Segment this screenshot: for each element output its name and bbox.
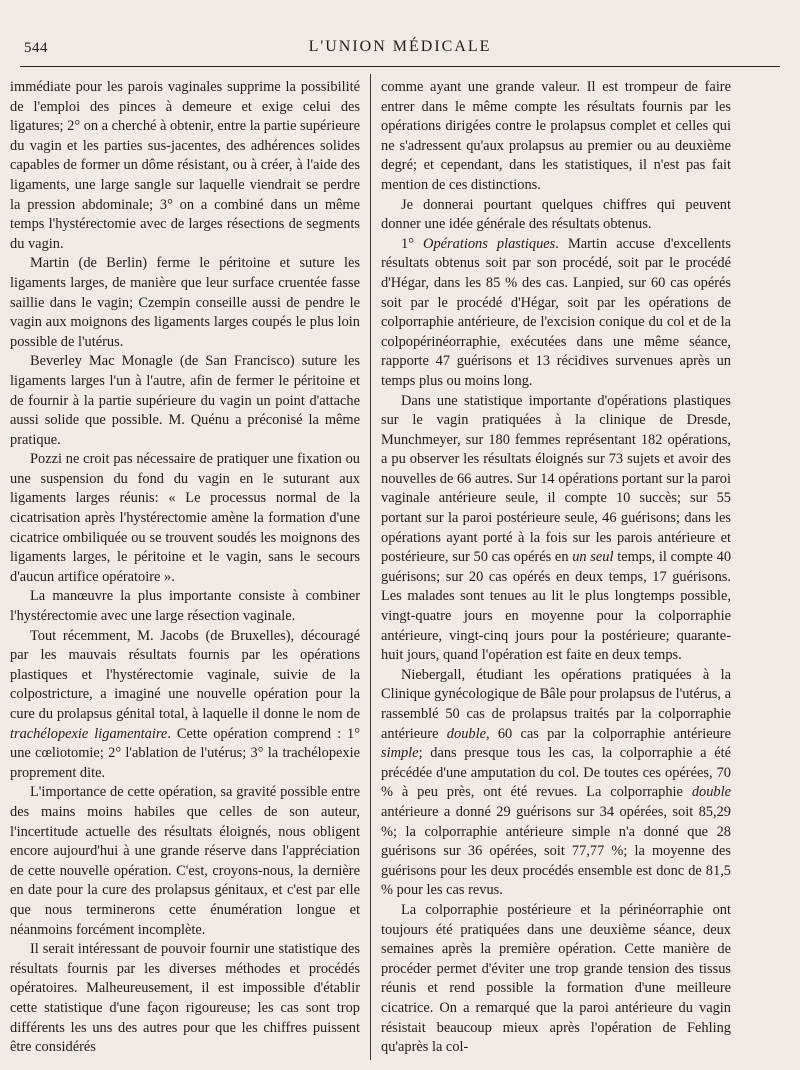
paragraph <box>381 392 731 666</box>
paragraph-text: . Martin accuse d'excellents résultats obtenus soit par son procédé, soit par le procédé d'Hégar, dans les 85 % des cas. Lanpied, sur 60 cas opérés soit par le procédé d'Hégar, soit par les opérations de colporraphie antérieure, de l'excision conique du col et de la colpopérinéorraphie, exécutées dans une même séance, rapporte 47 guérisons et 13 récidives survenues après un temps plus ou moins long. <box>381 235 731 389</box>
paragraph <box>10 450 360 587</box>
paragraph-text: temps, il compte 40 guérisons; sur 20 cas opérés en deux temps, 17 guérisons. Les malades sont tenues au lit le plus longtemps possible, vingt-quatre jours en moyenne pour la colporraphie antérieure, vingt-cinq jours pour la postérieure; quarante-huit jours, quand l'opération est faite en deux temps. <box>381 549 731 664</box>
paragraph-text: Niebergall, étudiant les opérations pratiquées à la Clinique gynécologique de Bâle pour prolapsus de l'utérus, a rassemblé 50 cas de prolapsus traités par la colporraphie antérieure <box>381 666 731 742</box>
paragraph-text: comme ayant une grande valeur. Il est trompeur de faire entrer dans le même compte les résultats fournis par les opérations dirigées contre le prolapsus complet et celles qui ne s'adressent qu'aux prolapsus au premier ou au deuxième degré; et cependant, dans les statistiques, il n'est pas fait mention de ces distinctions. <box>381 79 731 193</box>
emphasis-text: double <box>446 725 486 742</box>
right-column <box>381 78 731 1058</box>
paragraph-text: antérieure a donné 29 guérisons sur 34 opérées, soit 85,29 %; la colporraphie antérieure simple n'a donné que 28 guérisons sur 36 opérées, soit 77,77 %; la moyenne des guérisons pour les deux procédés ensemble est donc de 81,5 % pour les cas revus. <box>381 803 731 899</box>
emphasis-text: double <box>691 784 731 801</box>
emphasis-text: Opérations plastiques <box>423 235 556 252</box>
paragraph <box>10 627 360 784</box>
paragraph-text: Pozzi ne croit pas nécessaire de pratiquer une fixation ou une suspension du fond du vagin en le suturant aux ligaments larges réunis: « Le processus normal de la cicatrisation après l'hystérectomie amène la formation d'une cicatrice ombiliquée ou se trouvent soudés les moignons des ligaments larges, le péritoine et le vagin, sans le secours d'aucun artifice opératoire ». <box>10 451 360 585</box>
page-number: 544 <box>24 40 48 56</box>
paragraph <box>381 666 731 901</box>
left-column <box>10 78 360 1058</box>
emphasis-text: simple <box>381 745 419 762</box>
paragraph <box>10 254 360 352</box>
paragraph-text: Martin (de Berlin) ferme le péritoine et suture les ligaments larges, de manière que leur surface cruentée fasse saillie dans le vagin; Czempin conseille aussi de pendre le vagin aux moignons des ligaments larges coupés le plus loin possible de l'utérus. <box>10 255 360 350</box>
paragraph <box>381 901 731 1058</box>
paragraph <box>10 587 360 626</box>
paragraph-text: . Cette opération comprend : 1° une cœliotomie; 2° l'ablation de l'utérus; 3° la trachélopexie proprement dite. <box>10 725 360 781</box>
paragraph <box>10 940 360 1058</box>
paragraph <box>10 352 360 450</box>
paragraph-text: 1° <box>401 235 424 252</box>
header-rule <box>20 66 780 67</box>
paragraph-text: Je donnerai pourtant quelques chiffres qui peuvent donner une idée générale des résultats obtenus. <box>381 196 731 233</box>
paragraph-text: La colporraphie postérieure et la périnéorraphie ont toujours été pratiquées dans une deuxième séance, deux semaines après la première opération. Cette manière de procéder permet d'éviter une trop grande tension des tissus réunis et rend possible la formation d'une meilleure cicatrice. On a remarqué que la paroi antérieure du vagin résistait beaucoup mieux après l'opération de Fehling qu'après la col- <box>381 901 731 1056</box>
column-divider <box>370 74 371 1060</box>
continued-paragraph <box>10 78 360 254</box>
emphasis-text: trachélopexie ligamentaire <box>10 725 168 742</box>
paragraph-text: ; dans presque tous les cas, la colporraphie a été précédée d'une amputation du col. De toutes ces opérées, 70 % à peu près, ont été revues. La colporraphie <box>381 745 731 801</box>
paragraph <box>381 235 731 392</box>
paragraph <box>10 783 360 940</box>
paragraph-text: Il serait intéressant de pouvoir fournir une statistique des résultats fournis par les diverses méthodes et procédés opératoires. Malheureusement, il est impossible d'établir cette statistique d'une façon rigoureuse; les cas sont trop différents les uns des autres pour que les chiffres puissent être considérés <box>10 941 360 1056</box>
paragraph-text: Dans une statistique importante d'opérations plastiques sur le vagin pratiquées à la clinique de Dresde, Munchmeyer, sur 180 femmes représentant 182 opérations, a pu observer les résultats éloignés sur 73 sujets et avoir des nouvelles de 66 autres. Sur 14 opérations portant sur la paroi vaginale antérieure seule, il compte 10 succès; sur 55 portant sur la paroi postérieure seule, 46 guérisons; dans les opérations ayant porté à la fois sur les parois antérieure et postérieure, sur 50 cas opérés en <box>381 392 731 566</box>
paragraph-text: , 60 cas par la colporraphie antérieure <box>485 725 731 742</box>
emphasis-text: un seul <box>572 549 614 566</box>
paragraph-text: L'importance de cette opération, sa gravité possible entre des mains moins habiles que celles de son auteur, l'incertitude actuelle des résultats éloignés, nous obligent encore aujourd'hui à une grande réserve dans l'appréciation de cette nouvelle opération. C'est, croyons-nous, la dernière en date pour la cure des prolapsus génitaux, et c'est par elle que nous terminerons cette énumération longue et néanmoins forcément incomplète. <box>10 784 360 938</box>
page-header <box>20 36 780 64</box>
paragraph-text: Tout récemment, M. Jacobs (de Bruxelles), découragé par les mauvais résultats fournis par les opérations plastiques et l'hystérectomie vaginale, suivie de la colpostricture, a imaginé une nouvelle opération pour la cure du prolapsus génital total, à laquelle il donne le nom de <box>10 627 360 722</box>
continued-paragraph <box>381 78 731 196</box>
paragraph <box>381 196 731 235</box>
running-title: L'UNION MÉDICALE <box>308 38 492 55</box>
paragraph-text: La manœuvre la plus importante consiste à combiner l'hystérectomie avec une large résection vaginale. <box>10 588 360 625</box>
paragraph-text: Beverley Mac Monagle (de San Francisco) suture les ligaments larges l'un à l'autre, afin de fermer le péritoine et de fournir à la partie supérieure du vagin un point d'attache aussi solide que possible. M. Quénu a préconisé la même pratique. <box>10 353 360 448</box>
paragraph-text: immédiate pour les parois vaginales supprime la possibilité de l'emploi des pinces à demeure et exige celui des ligatures; 2° on a cherché à obtenir, entre la partie supérieure du vagin et les parties sus-jacentes, des adhérences solides capables de former un dôme résistant, ou à créer, à l'aide des ligaments, une large sangle sur laquelle viendrait se perdre la pression abdominale; 3° on a combiné dans un même temps l'hystérectomie avec de larges résections de segments du vagin. <box>10 79 360 252</box>
